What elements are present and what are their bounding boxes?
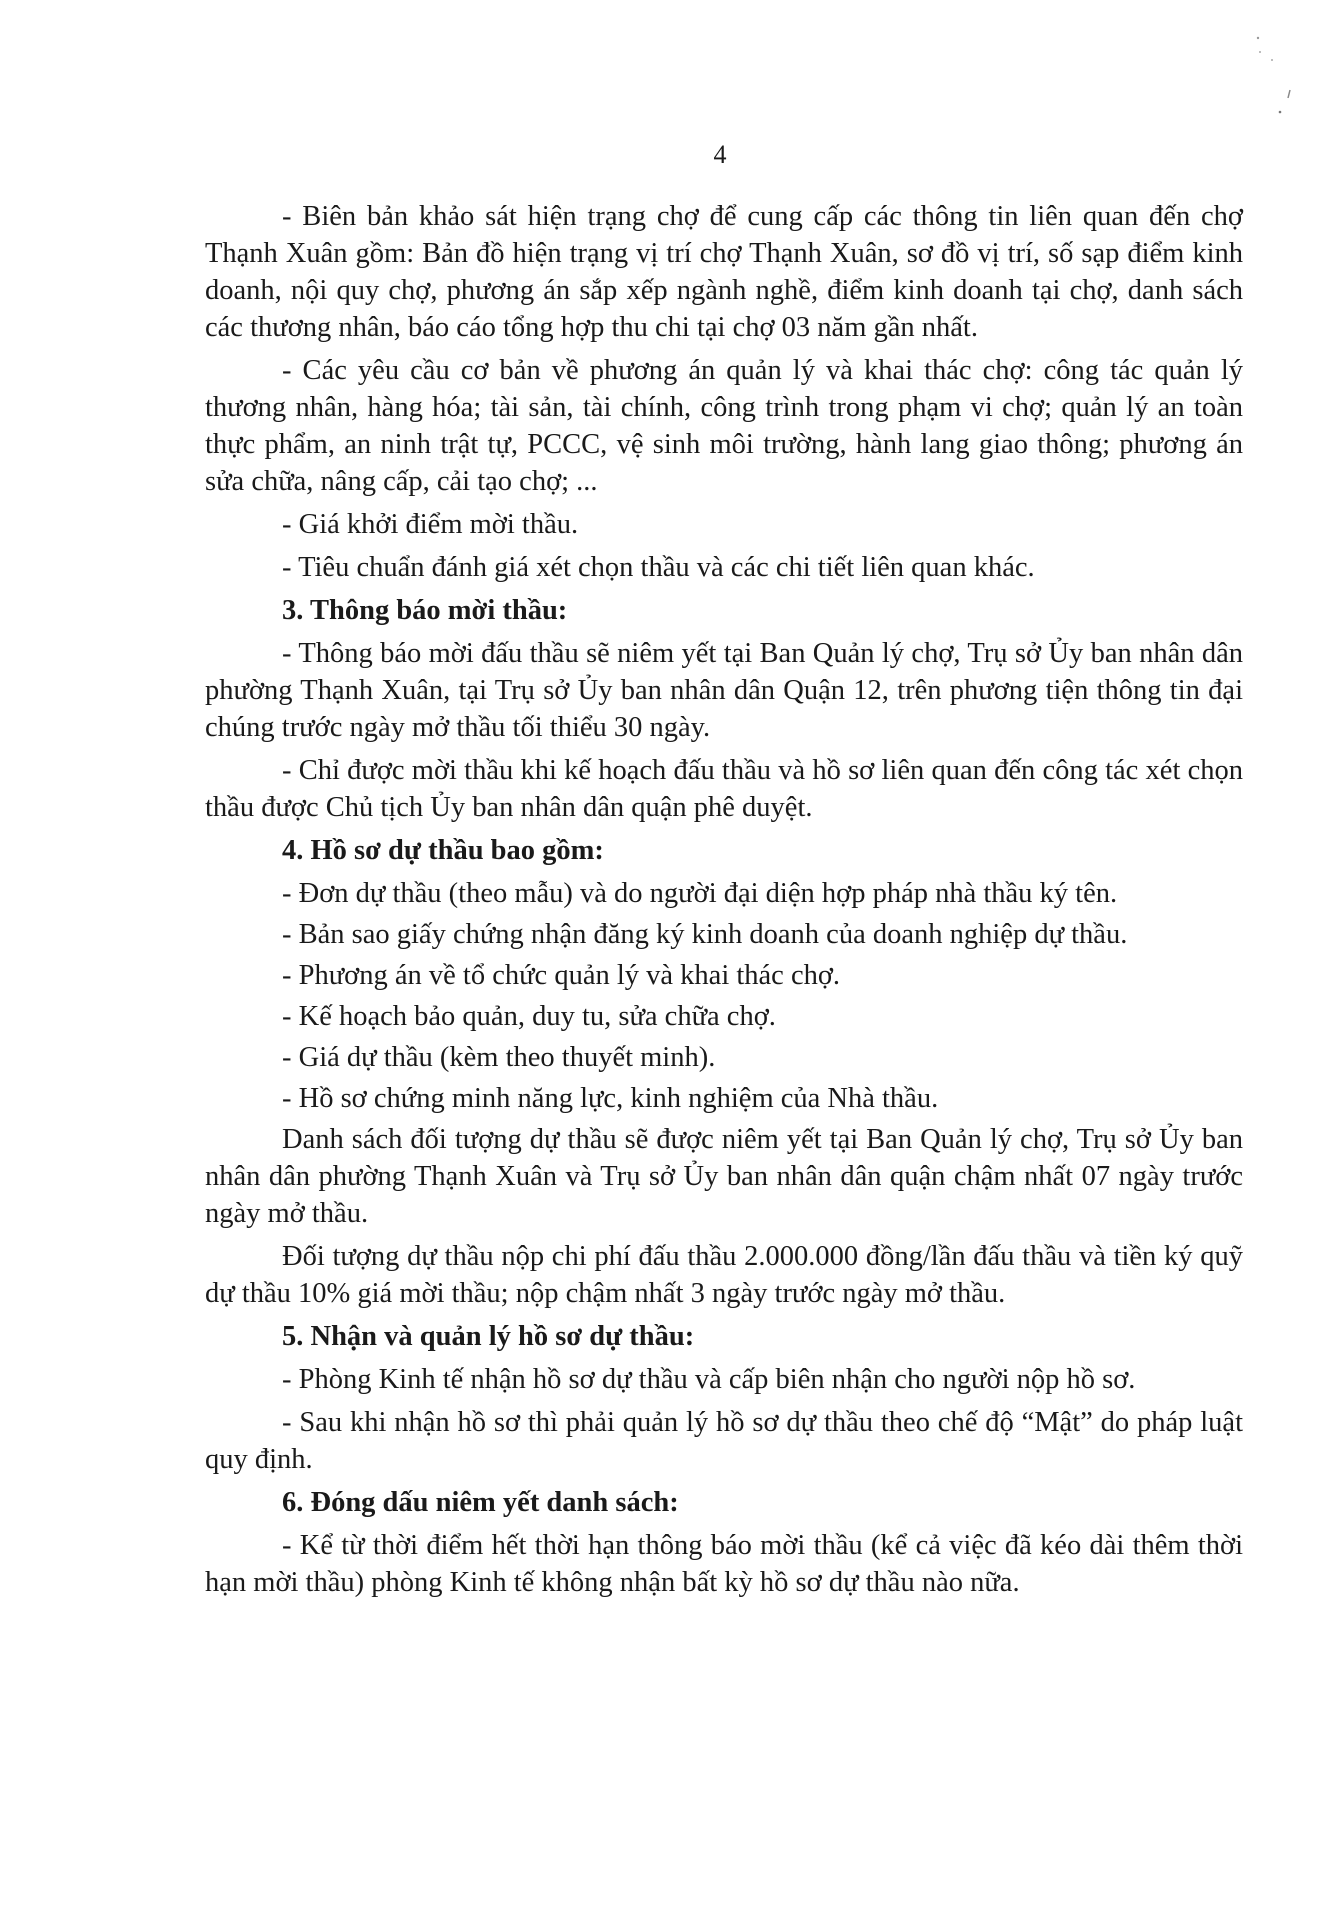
list-item: - Bản sao giấy chứng nhận đăng ký kinh doanh của doanh nghiệp dự thầu. [282, 919, 1128, 950]
document-body [205, 198, 1243, 1607]
body-paragraph: Danh sách đối tượng dự thầu sẽ được niêm yết tại Ban Quản lý chợ, Trụ sở Ủy ban nhân dân phường Thạnh Xuân và Trụ sở Ủy ban nhân dân quận chậm nhất 07 ngày trước ngày mở thầu. [205, 1124, 1243, 1229]
list-item: - Kế hoạch bảo quản, duy tu, sửa chữa chợ. [282, 1001, 776, 1032]
list-item: - Kể từ thời điểm hết thời hạn thông báo mời thầu (kể cả việc đã kéo dài thêm thời hạn mời thầu) phòng Kinh tế không nhận bất kỳ hồ sơ dự thầu nào nữa. [205, 1530, 1243, 1598]
list-item: - Thông báo mời đấu thầu sẽ niêm yết tại Ban Quản lý chợ, Trụ sở Ủy ban nhân dân phường Thạnh Xuân, tại Trụ sở Ủy ban nhân dân Quận 12, trên phương tiện thông tin đại chúng trước ngày mở thầu tối thiểu 30 ngày. [205, 638, 1243, 743]
list-item: - Sau khi nhận hồ sơ thì phải quản lý hồ sơ dự thầu theo chế độ “Mật” do pháp luật quy định. [205, 1407, 1243, 1475]
body-paragraph: Đối tượng dự thầu nộp chi phí đấu thầu 2.000.000 đồng/lần đấu thầu và tiền ký quỹ dự thầu 10% giá mời thầu; nộp chậm nhất 3 ngày trước ngày mở thầu. [205, 1241, 1243, 1309]
list-item: - Hồ sơ chứng minh năng lực, kinh nghiệm của Nhà thầu. [282, 1083, 939, 1114]
list-item: - Phương án về tổ chức quản lý và khai thác chợ. [282, 960, 841, 991]
section-heading: 3. Thông báo mời thầu: [282, 595, 568, 626]
list-item: - Giá khởi điểm mời thầu. [282, 509, 579, 540]
list-item: - Giá dự thầu (kèm theo thuyết minh). [282, 1042, 716, 1073]
scan-artifact-marks [1230, 30, 1310, 120]
section-heading: 6. Đóng dấu niêm yết danh sách: [282, 1487, 679, 1518]
list-item: - Các yêu cầu cơ bản về phương án quản lý và khai thác chợ: công tác quản lý thương nhân, hàng hóa; tài sản, tài chính, công trình trong phạm vi chợ; quản lý an toàn thực phẩm, an ninh trật tự, PCCC, vệ sinh môi trường, hành lang giao thông; phương án sửa chữa, nâng cấp, cải tạo chợ; ... [205, 355, 1243, 497]
section-heading: 5. Nhận và quản lý hồ sơ dự thầu: [282, 1321, 695, 1352]
list-item: - Đơn dự thầu (theo mẫu) và do người đại diện hợp pháp nhà thầu ký tên. [282, 878, 1118, 909]
list-item: - Biên bản khảo sát hiện trạng chợ để cung cấp các thông tin liên quan đến chợ Thạnh Xuân gồm: Bản đồ hiện trạng vị trí chợ Thạnh Xuân, sơ đồ vị trí, số sạp điểm kinh doanh, nội quy chợ, phương án sắp xếp ngành nghề, điểm kinh doanh tại chợ, danh sách các thương nhân, báo cáo tổng hợp thu chi tại chợ 03 năm gần nhất. [205, 201, 1243, 343]
list-item: - Chỉ được mời thầu khi kế hoạch đấu thầu và hồ sơ liên quan đến công tác xét chọn thầu được Chủ tịch Ủy ban nhân dân quận phê duyệt. [205, 755, 1243, 823]
section-heading: 4. Hồ sơ dự thầu bao gồm: [282, 835, 604, 866]
list-item: - Phòng Kinh tế nhận hồ sơ dự thầu và cấp biên nhận cho người nộp hồ sơ. [282, 1364, 1136, 1395]
page-number: 4 [713, 140, 727, 169]
list-item: - Tiêu chuẩn đánh giá xét chọn thầu và các chi tiết liên quan khác. [282, 552, 1035, 583]
